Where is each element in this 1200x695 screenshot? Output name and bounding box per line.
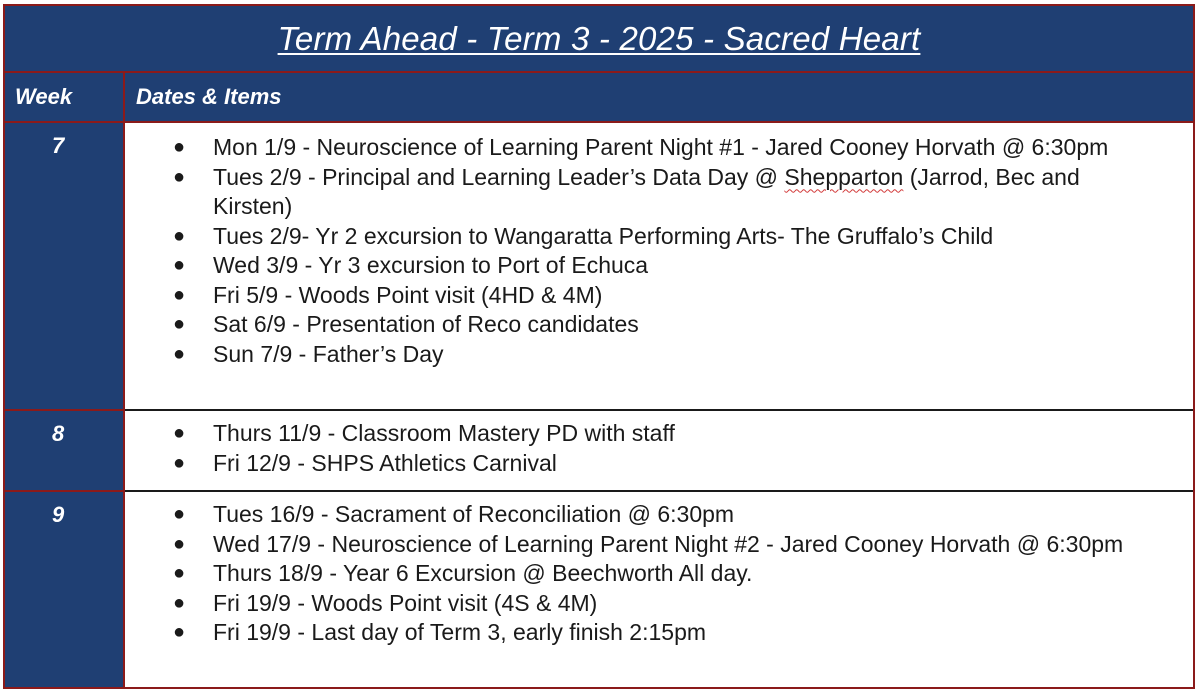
list-item [173, 222, 1163, 252]
item-text: Fri 5/9 - Woods Point visit (4HD & 4M) [213, 281, 603, 308]
item-text: Thurs 11/9 - Classroom Mastery PD with staff [213, 420, 675, 446]
bullet-icon: ● [173, 422, 186, 444]
list-item [173, 251, 1163, 281]
item-text: Wed 3/9 - Yr 3 excursion to Port of Echuca [213, 252, 649, 278]
bullet-icon: ● [173, 136, 186, 158]
item-text: Thurs 18/9 - Year 6 Excursion @ Beechworth All day. [213, 560, 753, 586]
bullet-icon: ● [173, 591, 186, 614]
week-number: 7 [52, 133, 65, 158]
list-item [173, 281, 1163, 311]
bullet-icon: ● [173, 313, 186, 335]
list-item [173, 589, 1163, 619]
list-item [173, 530, 1163, 560]
term-ahead-table [3, 4, 1195, 689]
item-text: Tues 2/9- Yr 2 excursion to Wangaratta Performing Arts- The Gruffalo’s Child [213, 222, 994, 249]
item-text: Fri 19/9 - Last day of Term 3, early finish 2:15pm [213, 619, 707, 645]
row-divider-inner [125, 409, 1193, 411]
bullet-icon: ● [173, 342, 186, 365]
header-dates-items: Dates & Items [136, 84, 282, 109]
list-item [173, 449, 1163, 479]
item-text: Mon 1/9 - Neuroscience of Learning Parent Night #1 - Jared Cooney Horvath @ 6:30pm [213, 134, 1109, 160]
table-header-row [5, 73, 1193, 123]
bullet-icon: ● [173, 283, 186, 306]
item-text: Fri 19/9 - Woods Point visit (4S & 4M) [213, 589, 598, 616]
week-number: 9 [52, 502, 65, 527]
list-item [173, 133, 1163, 163]
item-text: Wed 17/9 - Neuroscience of Learning Parent Night #2 - Jared Cooney Horvath @ 6:30pm [213, 530, 1124, 557]
item-text: Tues 16/9 - Sacrament of Reconciliation @ 6:30pm [213, 501, 735, 527]
bullet-icon: ● [173, 562, 186, 584]
week-cell [5, 411, 123, 490]
list-item [173, 559, 1163, 589]
week-number: 8 [52, 421, 65, 446]
row-divider-inner [125, 490, 1193, 492]
title-bar [5, 6, 1193, 73]
list-item [173, 618, 1163, 648]
bullet-icon: ● [173, 621, 186, 643]
week-items-list [173, 500, 1163, 648]
bullet-icon: ● [173, 254, 186, 276]
header-week: Week [15, 84, 73, 109]
bullet-icon: ● [173, 224, 186, 247]
list-item [173, 419, 1163, 449]
column-divider [123, 73, 125, 687]
item-text: Sun 7/9 - Father’s Day [213, 340, 444, 367]
item-text: Sat 6/9 - Presentation of Reco candidates [213, 311, 639, 337]
week-items-list [173, 133, 1163, 369]
week-items-list [173, 419, 1163, 478]
bullet-icon: ● [173, 451, 186, 474]
week-cell [5, 492, 123, 687]
bullet-icon: ● [173, 503, 186, 525]
list-item [173, 340, 1163, 370]
list-item [173, 310, 1163, 340]
list-item [173, 500, 1163, 530]
week-cell [5, 123, 123, 409]
item-text: Tues 2/9 - Principal and Learning Leader’s Data Day @ Shepparton (Jarrod, Bec and Kirsten) [213, 163, 1080, 219]
list-item [173, 163, 1163, 222]
page-title: Term Ahead - Term 3 - 2025 - Sacred Heart [277, 19, 921, 57]
item-text: Fri 12/9 - SHPS Athletics Carnival [213, 449, 557, 476]
bullet-icon: ● [173, 532, 186, 555]
bullet-icon: ● [173, 165, 186, 188]
